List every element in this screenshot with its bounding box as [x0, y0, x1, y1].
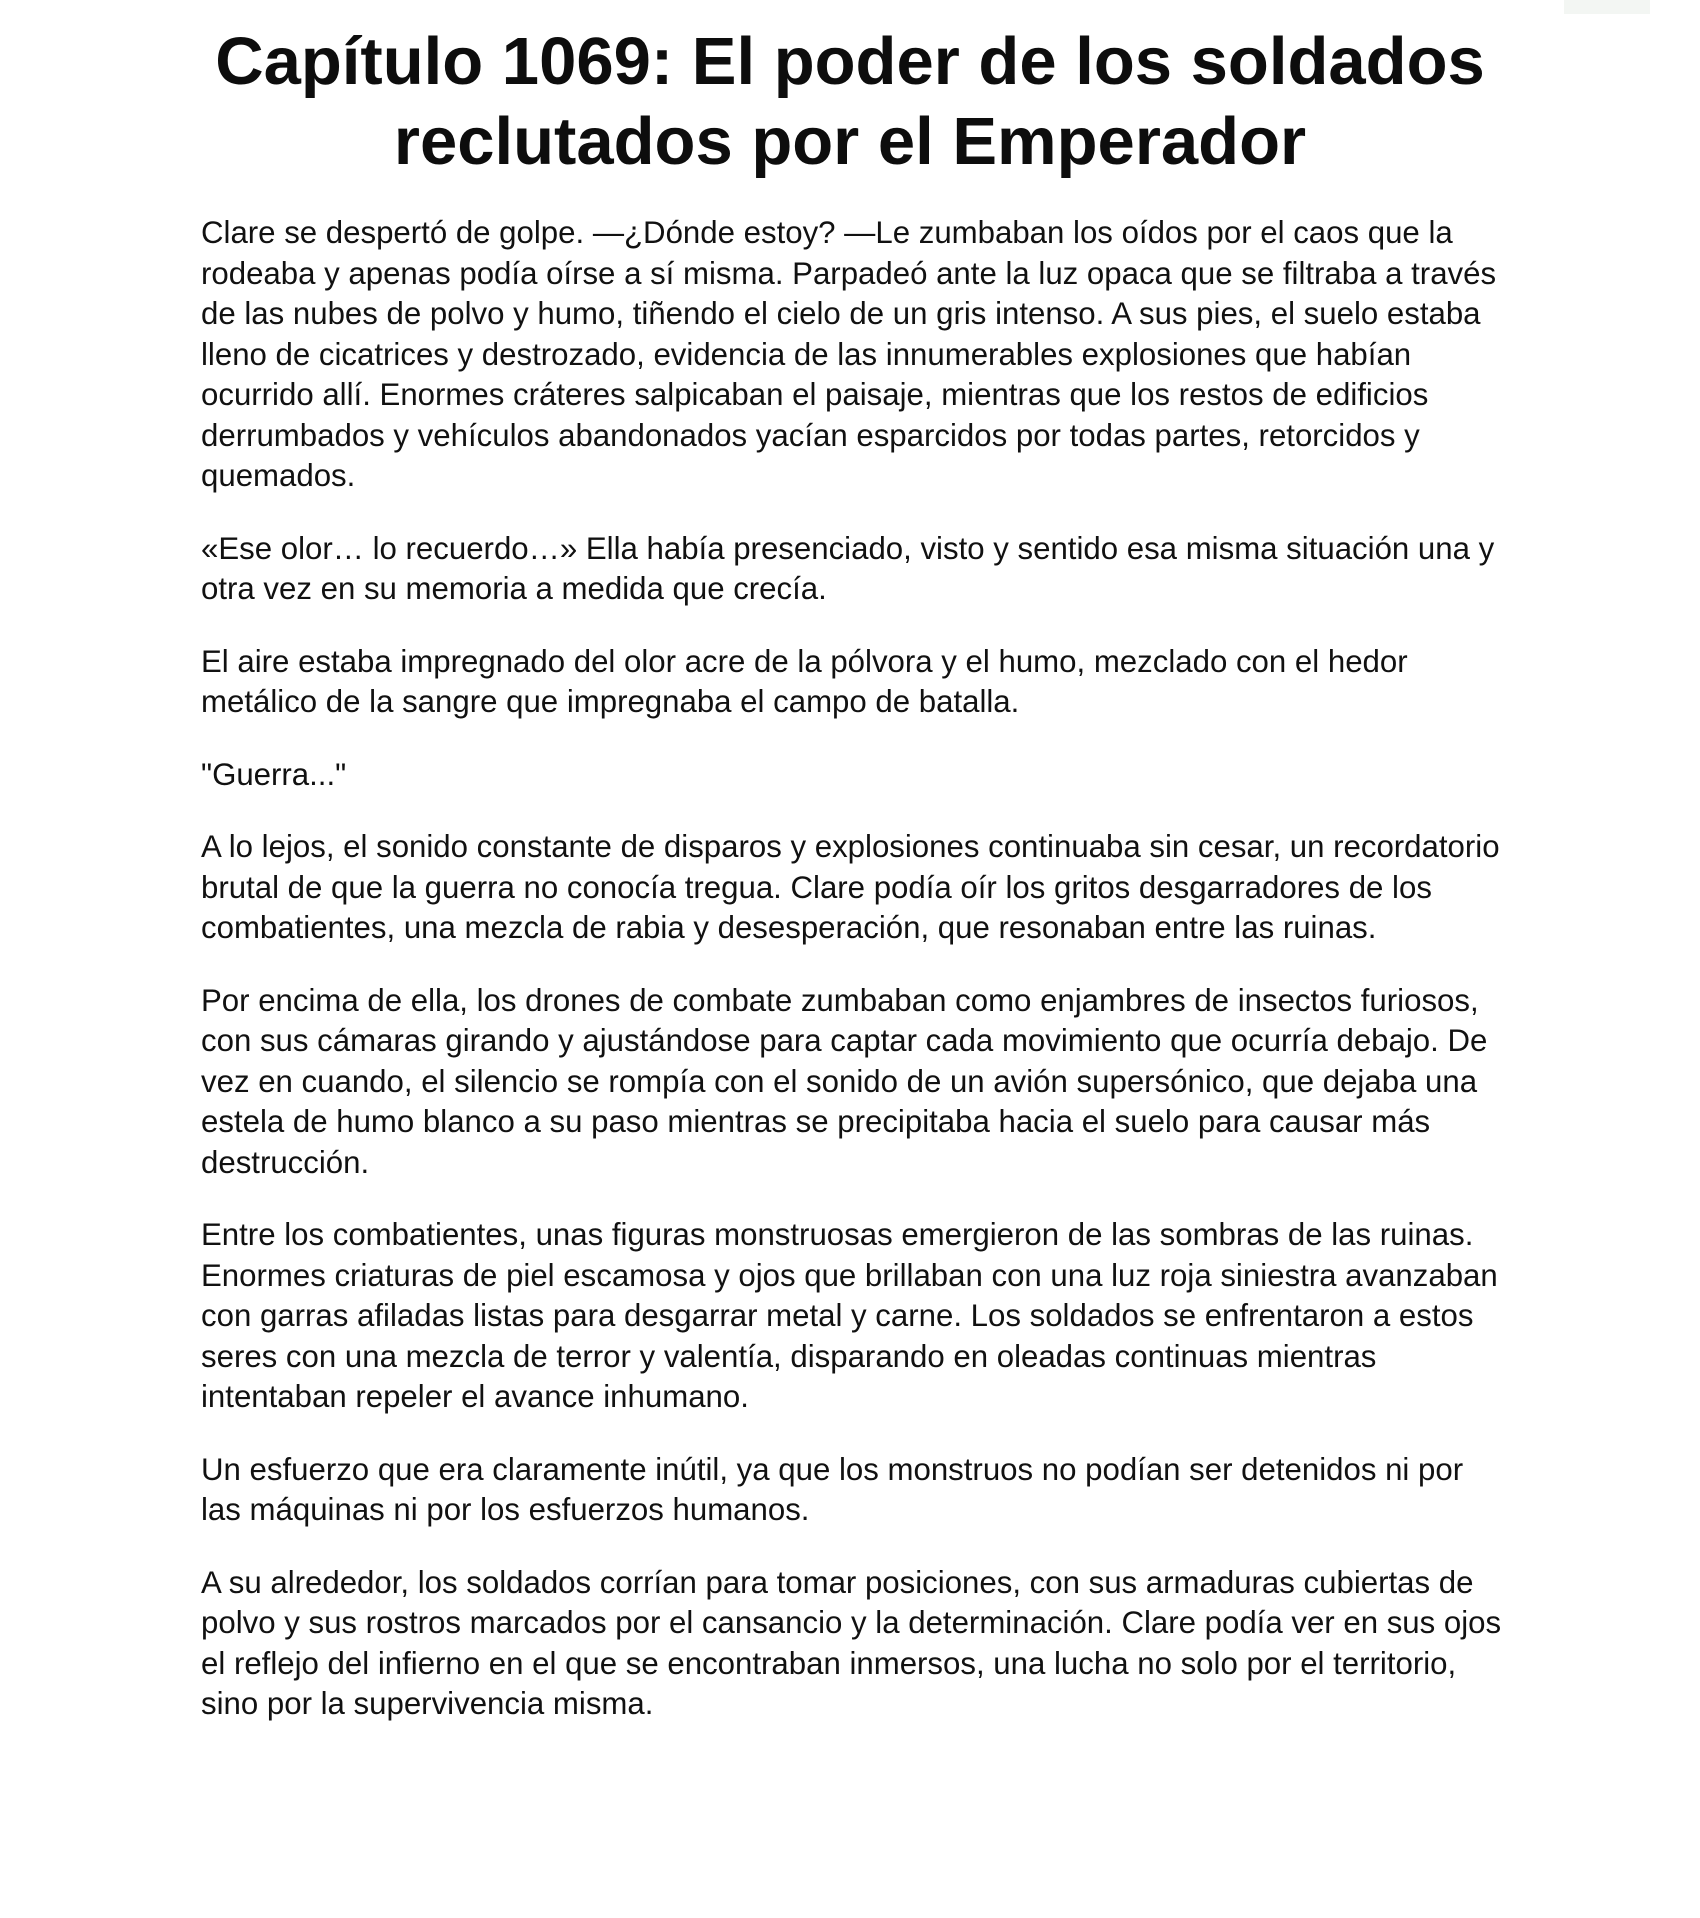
paragraph: Por encima de ella, los drones de combate zumbaban como enjambres de insectos furiosos, con sus cámaras girando y ajustándose para captar cada movimiento que ocurría debajo. De vez en cuando, el silencio se rompía con el sonido de un avión supersónico, que dejaba una estela de humo blanco a su paso mientras se precipitaba hacia el suelo para causar más destrucción.: [201, 982, 1488, 1180]
paragraph: El aire estaba impregnado del olor acre de la pólvora y el humo, mezclado con el hedor metálico de la sangre que impregnaba el campo de batalla.: [201, 643, 1408, 719]
paragraph: A su alrededor, los soldados corrían para tomar posiciones, con sus armaduras cubiertas de polvo y sus rostros marcados por el cansancio y la determinación. Clare podía ver en sus ojos el reflejo del infierno en el que se encontraban inmersos, una lucha no solo por el territorio, sino por la supervivencia misma.: [201, 1564, 1502, 1721]
paragraph: "Guerra...": [201, 756, 347, 792]
paragraph: «Ese olor… lo recuerdo…» Ella había presenciado, visto y sentido esa misma situación una y otra vez en su memoria a medida que crecía.: [201, 530, 1495, 606]
paragraph: Un esfuerzo que era claramente inútil, ya que los monstruos no podían ser detenidos ni por las máquinas ni por los esfuerzos humanos.: [201, 1451, 1464, 1527]
chapter-title: Capítulo 1069: El poder de los soldados reclutados por el Emperador: [215, 24, 1485, 179]
paragraph: A lo lejos, el sonido constante de disparos y explosiones continuaba sin cesar, un recordatorio brutal de que la guerra no conocía tregua. Clare podía oír los gritos desgarradores de los combatientes, una mezcla de rabia y desesperación, que resonaban entre las ruinas.: [201, 829, 1500, 945]
chapter-body: [201, 213, 1511, 1757]
paragraph: Entre los combatientes, unas figuras monstruosas emergieron de las sombras de las ruinas. Enormes criaturas de piel escamosa y ojos que brillaban con una luz roja siniestra avanzaban con garras afiladas listas para desgarrar metal y carne. Los soldados se enfrentaron a estos seres con una mezcla de terror y valentía, disparando en oleadas continuas mientras intentaban repeler el avance inhumano.: [201, 1217, 1498, 1414]
corner-mark: [1564, 0, 1650, 14]
paragraph: Clare se despertó de golpe. —¿Dónde estoy? —Le zumbaban los oídos por el caos que la rodeaba y apenas podía oírse a sí misma. Parpadeó ante la luz opaca que se filtraba a través de las nubes de polvo y humo, tiñendo el cielo de un gris intenso. A sus pies, el suelo estaba lleno de cicatrices y destrozado, evidencia de las innumerables explosiones que habían ocurrido allí. Enormes cráteres salpicaban el paisaje, mientras que los restos de edificios derrumbados y vehículos abandonados yacían esparcidos por todas partes, retorcidos y quemados.: [201, 215, 1497, 493]
